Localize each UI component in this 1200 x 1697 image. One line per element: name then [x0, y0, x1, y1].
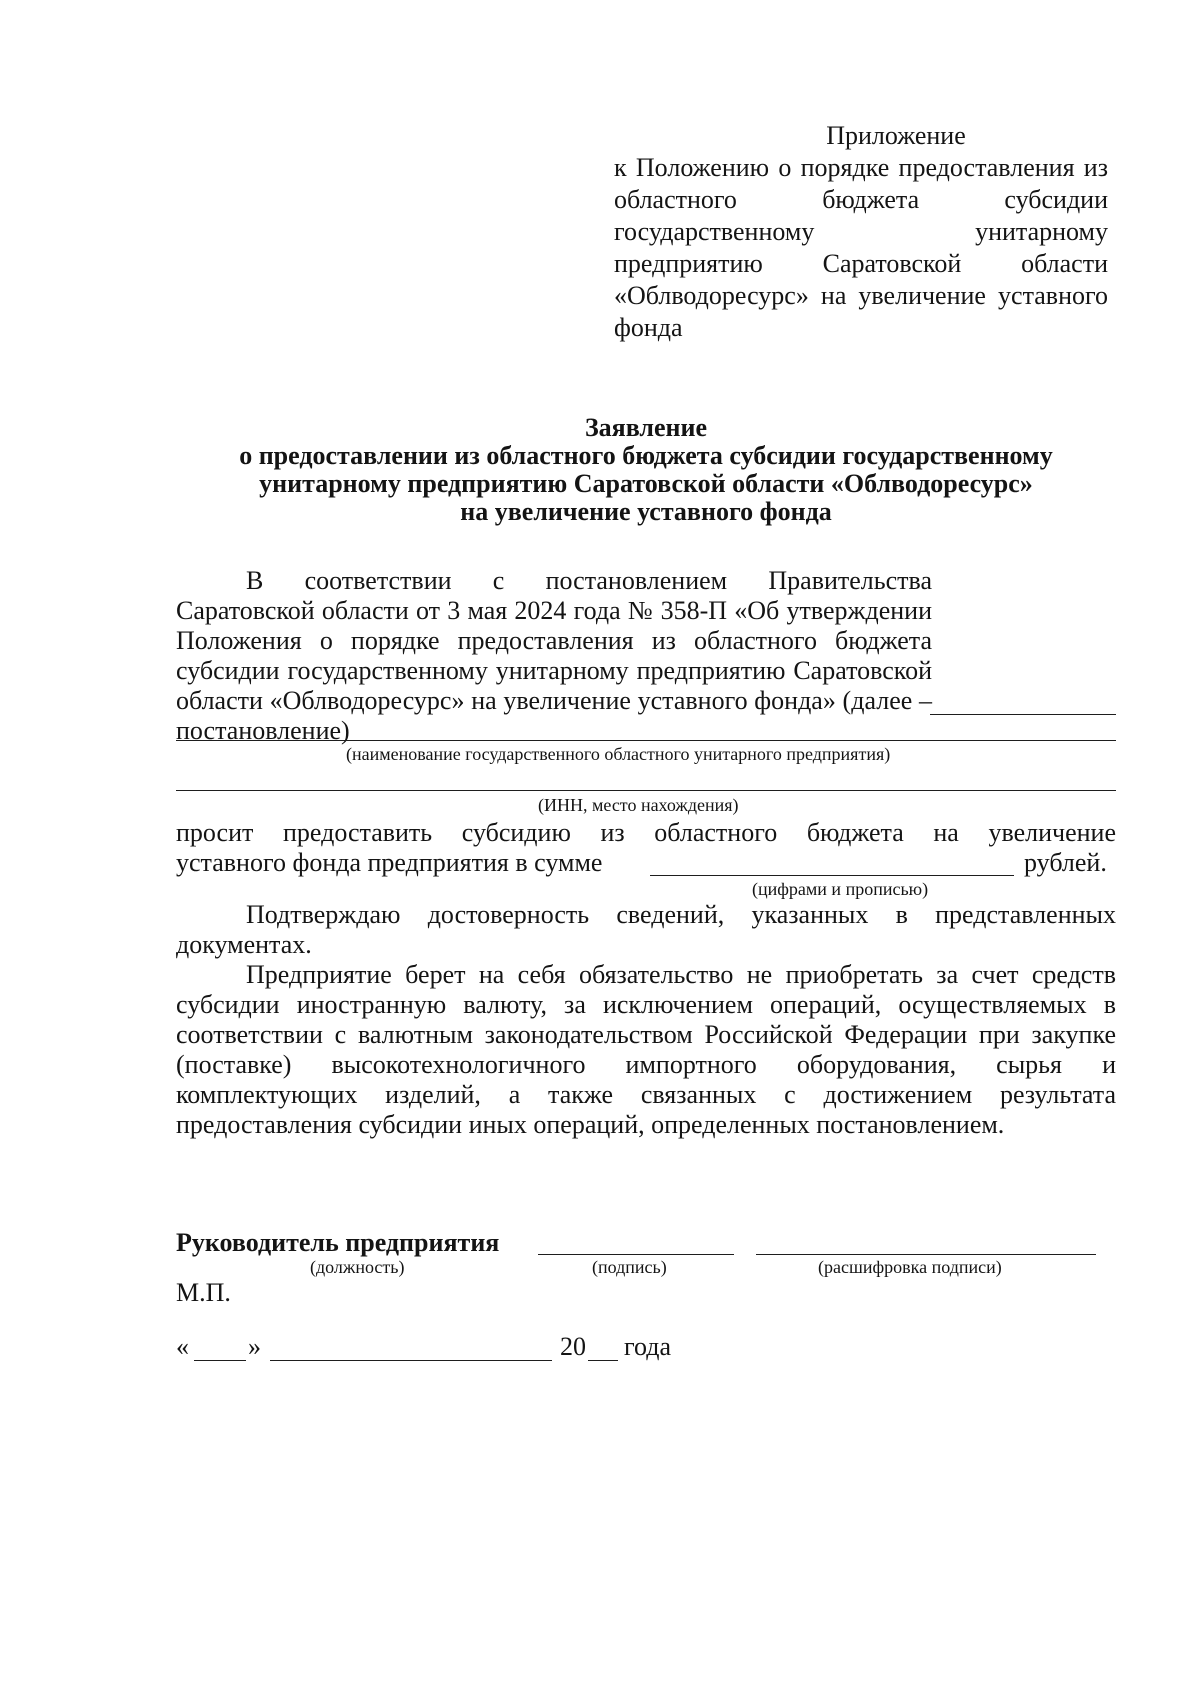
amount-caption: (цифрами и прописью): [752, 879, 929, 899]
date-year-suffix: года: [624, 1332, 672, 1361]
title-line-3: унитарному предприятию Саратовской области «Облводоресурс»: [259, 469, 1033, 498]
enterprise-name-line: [176, 740, 1116, 741]
date-open-quote: «: [176, 1332, 189, 1361]
date-day-line: [194, 1360, 246, 1361]
title-line-4: на увеличение уставного фонда: [460, 497, 832, 526]
amount-line: [650, 875, 1014, 876]
request-line-2-start: уставного фонда предприятия в сумме: [176, 848, 603, 877]
intro-paragraph: В соответствии с постановлением Правительства Саратовской области от 3 мая 2024 года № 358-П «Об утверждении Положения о порядке предоставления из областного бюджета субсидии государственному унитарному предприятию Саратовской области «Облводоресурс» на увеличение уставного фонда» (далее – постановление): [176, 566, 932, 745]
seal-label: М.П.: [176, 1278, 231, 1307]
request-line-2-end: рублей.: [1024, 848, 1107, 877]
inn-caption: (ИНН, место нахождения): [538, 795, 739, 815]
document-title: [176, 414, 1116, 526]
title-line-2: о предоставлении из областного бюджета субсидии государственному: [239, 441, 1053, 470]
date-month-line: [270, 1360, 552, 1361]
confirm-paragraph: Подтверждаю достоверность сведений, указанных в представленных документах.: [176, 900, 1116, 959]
intro-fill-line: [930, 714, 1116, 715]
date-year-line: [588, 1360, 618, 1361]
head-label: Руководитель предприятия: [176, 1228, 500, 1257]
signature-line: [538, 1254, 734, 1255]
position-caption: (должность): [310, 1257, 405, 1277]
date-year-prefix: 20: [560, 1332, 586, 1361]
obligation-paragraph: Предприятие берет на себя обязательство не приобретать за счет средств субсидии иностранную валюту, за исключением операций, осуществляемых в соответствии с валютным законодательством Российской Федерации при закупке (поставке) высокотехнологичного импортного оборудования, сырья и комплектующих изделий, а также связанных с достижением результата предоставления субсидии иных операций, определенных постановлением.: [176, 960, 1116, 1139]
appendix-heading: Приложение: [826, 121, 966, 150]
enterprise-name-caption: (наименование государственного областного унитарного предприятия): [346, 744, 891, 764]
date-close-quote: »: [248, 1332, 261, 1361]
decode-caption: (расшифровка подписи): [818, 1257, 1002, 1277]
request-line-1: просит предоставить субсидию из областного бюджета на увеличение: [176, 818, 1116, 847]
appendix-block: [614, 120, 1108, 344]
appendix-text: к Положению о порядке предоставления из областного бюджета субсидии государственному унитарному предприятию Саратовской области «Облводоресурс» на увеличение уставного фонда: [614, 153, 1108, 342]
title-line-1: Заявление: [584, 413, 708, 442]
sign-caption: (подпись): [592, 1257, 667, 1277]
signature-decode-line: [756, 1254, 1096, 1255]
inn-line: [176, 790, 1116, 791]
